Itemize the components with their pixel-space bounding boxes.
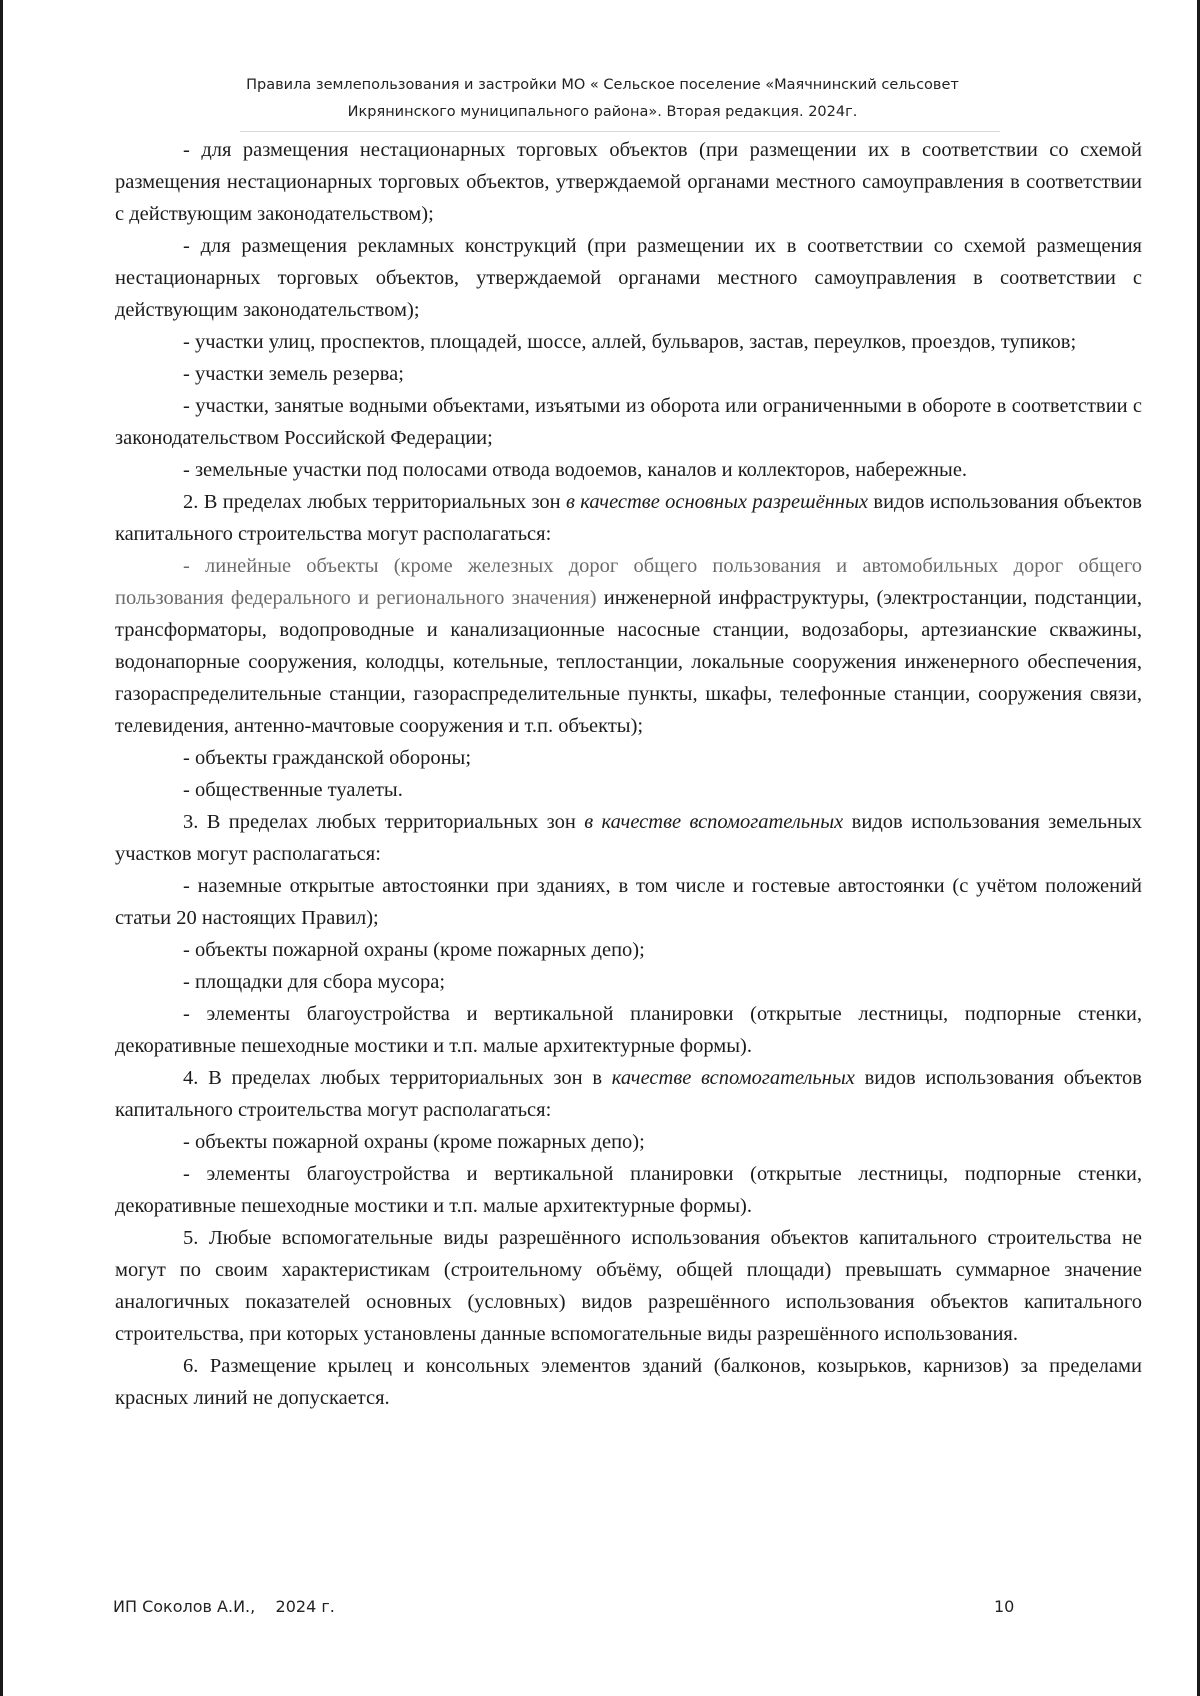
footer-author: ИП Соколов А.И., 2024 г.	[113, 1597, 335, 1616]
list-item: - для размещения рекламных конструкций (при размещении их в соответствии со схемой размещения нестационарных торговых объектов, утверждаемой органами местного самоуправления в соответствии с действующим законодательством);	[115, 235, 1142, 321]
list-item: - объекты гражданской обороны;	[183, 747, 472, 769]
list-item: - участки улиц, проспектов, площадей, шоссе, аллей, бульваров, застав, переулков, проездов, тупиков;	[183, 331, 1077, 353]
paragraph-5: 5. Любые вспомогательные виды разрешённого использования объектов капитального строительства не могут по своим характеристикам (строительному объёму, общей площади) превышать суммарное значение аналогичных показателей основных (условных) видов разрешённого использования объектов капитального строительства, при которых установлены данные вспомогательные виды разрешённого использования.	[115, 1227, 1142, 1345]
paragraph-3-lead: 3. В пределах любых территориальных зон	[183, 811, 585, 833]
linear-objects-text: инженерной инфраструктуры, (электростанции, подстанции, трансформаторы, водопроводные и канализационные насосные станции, водозаборы, артезианские скважины, водонапорные сооружения, колодцы, котельные, теплостанции, локальные сооружения инженерного обеспечения, газораспределительные станции, газораспределительные пункты, шкафы, телефонные станции, сооружения связи, телевидения, антенно-мачтовые сооружения и т.п. объекты);	[115, 587, 1143, 737]
paragraph-6: 6. Размещение крылец и консольных элементов зданий (балконов, козырьков, карнизов) за пределами красных линий не допускается.	[115, 1355, 1142, 1409]
paragraph-4-lead: 4. В пределах любых территориальных зон в	[183, 1067, 612, 1089]
linear-objects-grey-text: - линейные объекты (кроме железных дорог общего пользования и автомобильных дорог общего пользования федерального и регионального значения)	[115, 555, 1142, 609]
paragraph-3-tail: видов использования земельных участков могут располагаться:	[115, 811, 1142, 865]
list-item: - участки, занятые водными объектами, изъятыми из оборота или ограниченными в обороте в соответствии с законодательством Российской Федерации;	[115, 395, 1142, 449]
list-item: - общественные туалеты.	[183, 779, 403, 801]
running-header	[180, 72, 1025, 126]
paragraph-4-tail: видов использования объектов капитального строительства могут располагаться:	[115, 1067, 1142, 1121]
header-line-1: Правила землепользования и застройки МО « Сельское поселение «Маячнинский сельсовет	[246, 77, 959, 93]
page-number: 10	[994, 1597, 1015, 1616]
list-item: - объекты пожарной охраны (кроме пожарных депо);	[183, 1131, 645, 1153]
list-item: - для размещения нестационарных торговых объектов (при размещении их в соответствии со схемой размещения нестационарных торговых объектов, утверждаемой органами местного самоуправления в соответствии с действующим законодательством);	[115, 139, 1142, 225]
list-item: - объекты пожарной охраны (кроме пожарных депо);	[183, 939, 645, 961]
paragraph-2	[115, 486, 1142, 550]
paragraph-2-lead: 2. В пределах любых территориальных зон	[183, 491, 566, 513]
list-item: - земельные участки под полосами отвода водоемов, каналов и коллекторов, набережные.	[183, 459, 968, 481]
header-line-2: Икрянинского муниципального района». Вторая редакция. 2024г.	[347, 104, 858, 120]
paragraph-2-tail: видов использования объектов капитального строительства могут располагаться:	[115, 491, 1142, 545]
paragraph-3-emphasis: в качестве вспомогательных	[584, 811, 844, 833]
paragraph-2-emphasis: в качестве основных разрешённых	[566, 491, 869, 513]
document-body	[115, 134, 1142, 1414]
list-item-linear-objects	[115, 550, 1142, 742]
list-item: - элементы благоустройства и вертикальной планировки (открытые лестницы, подпорные стенки, декоративные пешеходные мостики и т.п. малые архитектурные формы).	[115, 1163, 1142, 1217]
header-divider	[240, 131, 1000, 132]
paragraph-3	[115, 806, 1142, 870]
list-item: - участки земель резерва;	[183, 363, 404, 385]
paragraph-4-emphasis: качестве вспомогательных	[611, 1067, 855, 1089]
list-item: - элементы благоустройства и вертикальной планировки (открытые лестницы, подпорные стенки, декоративные пешеходные мостики и т.п. малые архитектурные формы).	[115, 1003, 1142, 1057]
list-item: - площадки для сбора мусора;	[183, 971, 446, 993]
list-item: - наземные открытые автостоянки при зданиях, в том числе и гостевые автостоянки (с учётом положений статьи 20 настоящих Правил);	[115, 875, 1142, 929]
paragraph-4	[115, 1062, 1142, 1126]
